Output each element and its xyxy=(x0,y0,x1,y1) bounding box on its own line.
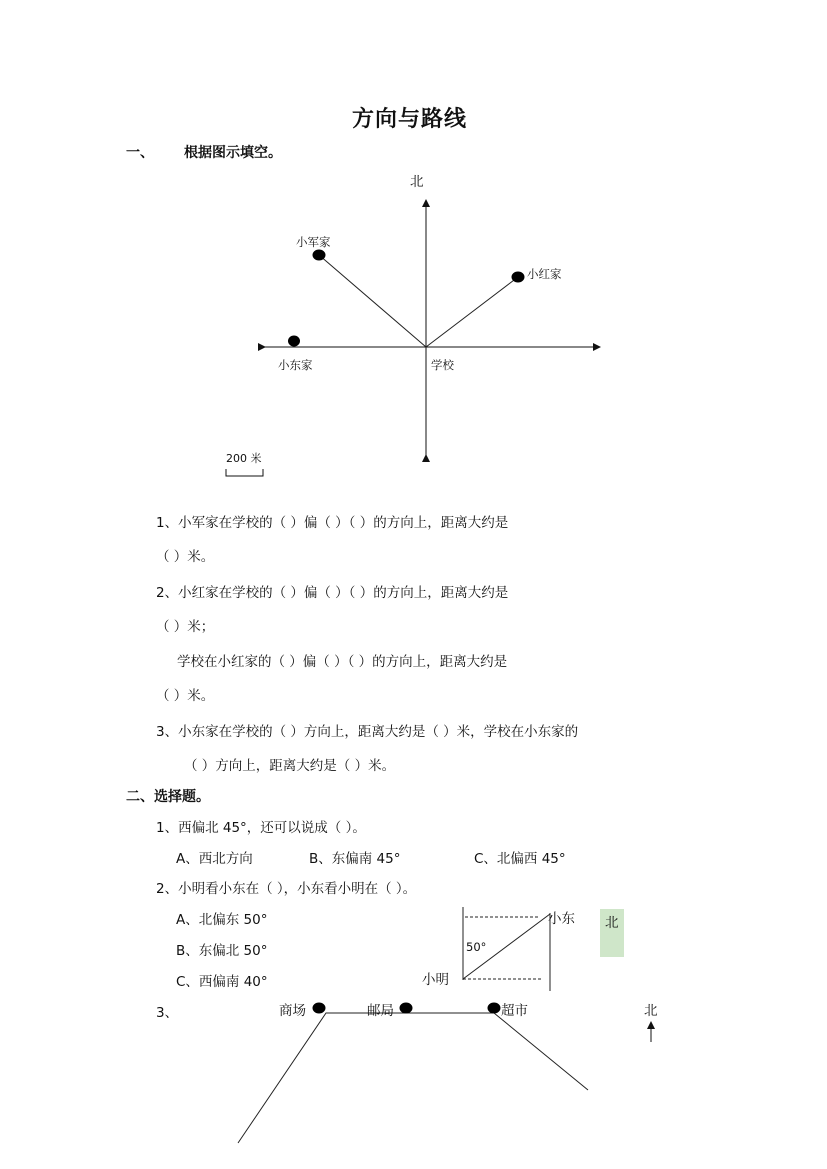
xiaojun-label: 小军家 xyxy=(296,235,331,249)
s2-q2-stem: 2、小明看小东在（ ），小东看小明在（ ）。 xyxy=(156,881,417,897)
page-title: 方向与路线 xyxy=(352,106,468,132)
scale-label: 200 米 xyxy=(226,452,262,465)
xiaohong-label: 小红家 xyxy=(527,267,562,281)
s2-q2-option-a: A、北偏东 50° xyxy=(176,912,268,928)
xiaojun-dot xyxy=(313,250,326,261)
q2-line-2: （ ）米； xyxy=(156,619,215,635)
school-label: 学校 xyxy=(431,358,454,372)
s2-q1-option-b: B、东偏南 45° xyxy=(309,851,401,867)
section1-heading: 根据图示填空。 xyxy=(184,145,282,161)
xiaohong-dot xyxy=(512,272,525,283)
section1-number: 一、 xyxy=(126,145,154,161)
north-label: 北 xyxy=(410,174,424,190)
q2-line-1: 2、小红家在学校的（ ）偏（ ）（ ）的方向上，距离大约是 xyxy=(156,585,509,601)
q2-line-3: 学校在小红家的（ ）偏（ ）（ ）的方向上，距离大约是 xyxy=(177,654,508,670)
s2-q1-option-c: C、北偏西 45° xyxy=(474,851,566,867)
s2-q3-north: 北 xyxy=(644,1003,658,1019)
line-to-xiaohong xyxy=(426,277,518,347)
s2-q3-market: 超市 xyxy=(501,1003,528,1019)
section2-heading: 二、选择题。 xyxy=(126,789,210,805)
xiaodong-label: 小东家 xyxy=(278,358,313,372)
q3-line-2: （ ）方向上，距离大约是（ ）米。 xyxy=(184,758,396,774)
s2-q2-option-c: C、西偏南 40° xyxy=(176,974,268,990)
s2-q1-stem: 1、西偏北 45°，还可以说成（ ）。 xyxy=(156,820,366,836)
q3-post-dot xyxy=(400,1003,413,1014)
q3-mall-dot xyxy=(313,1003,326,1014)
line-to-xiaojun xyxy=(319,255,426,347)
q3-market-dot xyxy=(488,1003,501,1014)
s2-q3-post: 邮局 xyxy=(367,1003,394,1019)
s2-q2-north: 北 xyxy=(605,915,619,931)
s2-q2-angle: 50° xyxy=(466,940,487,954)
q2-line-4: （ ）米。 xyxy=(156,688,215,704)
s2-q2-xiaoming: 小明 xyxy=(422,972,449,988)
q3-route xyxy=(238,1013,588,1143)
s2-q3-number: 3、 xyxy=(156,1005,179,1021)
s2-q2-xiaodong: 小东 xyxy=(548,911,575,927)
s2-q3-mall: 商场 xyxy=(279,1003,306,1019)
s2-q1-option-a: A、西北方向 xyxy=(176,851,253,867)
q3-line-1: 3、小东家在学校的（ ）方向上，距离大约是（ ）米，学校在小东家的 xyxy=(156,724,579,740)
xiaodong-dot xyxy=(288,336,300,347)
s2-q2-option-b: B、东偏北 50° xyxy=(176,943,268,959)
q1-line-2: （ ）米。 xyxy=(156,549,215,565)
scale-bar xyxy=(226,469,263,476)
q1-line-1: 1、小军家在学校的（ ）偏（ ）（ ）的方向上，距离大约是 xyxy=(156,515,509,531)
